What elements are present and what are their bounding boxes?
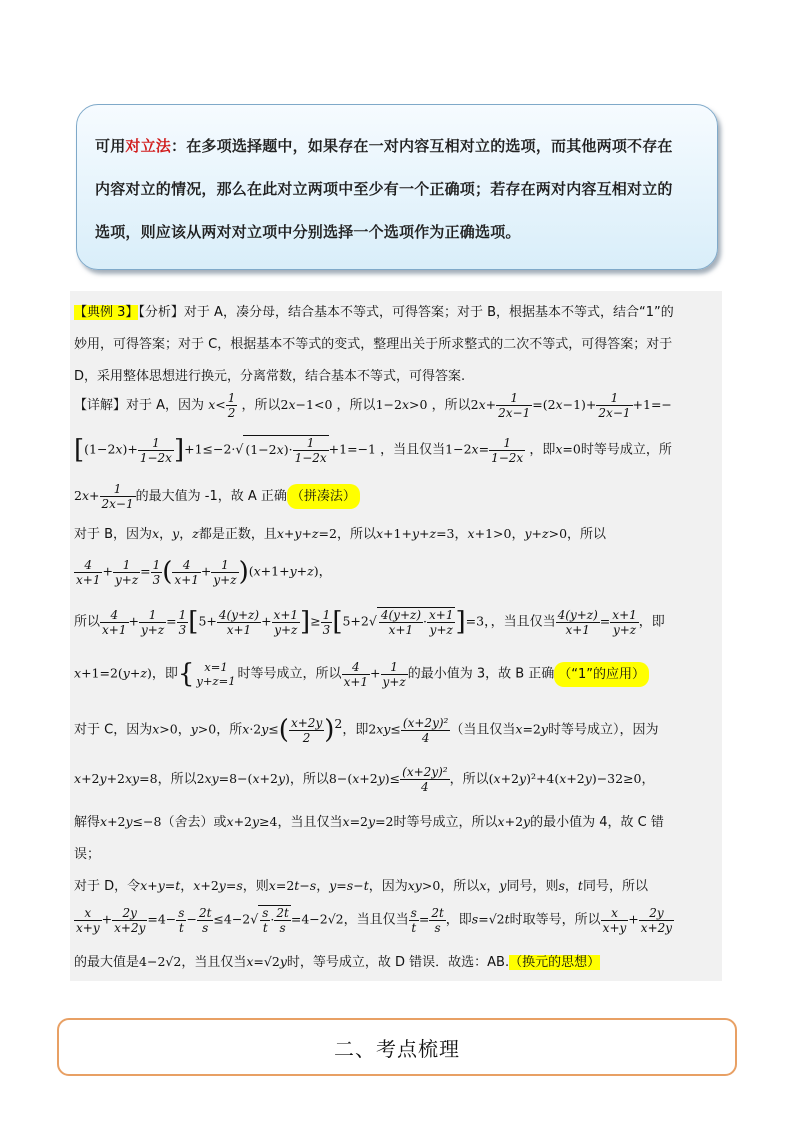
a-method-note: （拼凑法） xyxy=(287,484,360,509)
c-text: （舍去）或 xyxy=(161,815,227,830)
a-text: ，所以 xyxy=(241,398,281,413)
c-text: ，所以 xyxy=(157,772,197,787)
d-text: 同号，所以 xyxy=(582,879,648,894)
tip-method-name: 对立法 xyxy=(125,137,172,155)
a-text: 的最大值为 -1，故 A 正确 xyxy=(135,489,287,504)
detail-d-line-1: 对于 D，令x+y=t，x+2y=s，则x=2t−s，y=s−t，因为xy>0，所以x，y同号，则s，t同号，所以 xyxy=(74,878,648,894)
detail-c-line-4: 误； xyxy=(74,847,101,862)
d-text: 时取等号，所以 xyxy=(509,912,601,928)
b-text: ，当且仅当 xyxy=(490,614,556,630)
c-text: 对于 C，因为 xyxy=(74,722,153,738)
a-text: 对于 A，因为 xyxy=(126,398,205,413)
analysis-line-2: 妙用，可得答案；对于 C，根据基本不等式的变式，整理出关于所求整式的二次不等式，可得答案；对于 xyxy=(74,337,673,352)
detail-d-line-2: $\frac{x}{x+y}$ + $\frac{2y}{x+2y}$ =4− $\frac{s}{t}$ − $\frac{2t}{s}$ ≤4−2√ $\frac{s}{t}$ · $\frac{2t}{s}$ =4−2√2，当且仅当 $\frac{s}{t}$ = $\frac{2t}{s}$ ，即s=√2t时取等号，所以 $\frac{x}{x+y}$ + $\frac{2y}{x+2y}$ xyxy=(76,905,673,935)
tip-text-1: ：在多项选择题中，如果存在一对内容互相对立的选项，而其他两项不存在 xyxy=(171,137,673,155)
analysis-text-1: 对于 A，凑分母，结合基本不等式，可得答案；对于 B，根据基本不等式，结合“1”的 xyxy=(183,305,674,320)
d-text: 时，等号成立，故 D 错误．故选：AB. xyxy=(286,955,510,970)
tip-line-2: 内容对立的情况，那么在此对立两项中至少有一个正确项；若存在两对内容互相对立的 xyxy=(95,180,673,198)
d-method-note: （换元的思想） xyxy=(509,955,601,970)
c-text: ，即 xyxy=(342,722,369,738)
d-text: 的最大值是 xyxy=(74,955,140,970)
b-text: ，即 xyxy=(151,666,178,682)
analysis-line-3: D，采用整体思想进行换元，分离常数，结合基本不等式，可得答案. xyxy=(74,369,466,384)
c-text: 时等号成立，所以 xyxy=(393,815,498,830)
a-text: 时等号成立，所 xyxy=(580,442,672,458)
detail-c-line-3: 解得x+2y≤−8（舍去）或x+2y≥4，当且仅当x=2y=2时等号成立，所以x+2y的最小值为 4，故 C 错 xyxy=(74,814,664,830)
example-solution xyxy=(70,291,722,981)
a-text: ，所以 xyxy=(431,398,471,413)
tip-prefix: 可用 xyxy=(95,137,126,155)
b-text: 对于 B，因为 xyxy=(74,527,153,542)
detail-d-line-3: 的最大值是4−2√2，当且仅当x=√2y时，等号成立，故 D 错误．故选：AB.（换元的思想） xyxy=(74,954,601,970)
detail-c-line-2: x+2y+2xy=8，所以2xy=8−(x+2y)，所以8−(x+2y)≤ $\frac{\text{(x+2y)²}}{4}$ ，所以(x+2y)²+4(x+2y)−32≥0， xyxy=(74,765,655,794)
detail-b-line-2: $\frac{4}{x+1}$ + $\frac{1}{y+z}$ = $\frac{1}{3}$ ( $\frac{4}{x+1}$ + $\frac{1}{y+z}$ )(x+1+y+z)， xyxy=(76,557,332,587)
d-text: ，即 xyxy=(445,912,472,928)
detail-label: 【详解】 xyxy=(74,398,127,413)
c-text: ，所以 xyxy=(449,772,489,787)
d-text: ，当且仅当 xyxy=(343,912,409,928)
tip-line-3: 选项，则应该从两对对立项中分别选择一个选项作为正确选项。 xyxy=(95,223,521,241)
d-text: ，所以 xyxy=(440,879,480,894)
c-text: 的最小值为 4，故 C 错 xyxy=(530,815,664,830)
a-text: ，即 xyxy=(529,442,556,458)
d-text: ，因为 xyxy=(368,879,408,894)
b-text: ，即 xyxy=(638,614,665,630)
detail-b-line-1: 对于 B，因为x，y，z都是正数，且x+y+z=2，所以x+1+y+z=3，x+1>0，y+z>0，所以 xyxy=(74,526,607,542)
c-text: 时等号成立），因为 xyxy=(547,722,659,738)
a-text: ，当且仅当 xyxy=(380,442,446,458)
c-text: ，所 xyxy=(216,722,243,738)
b-text: ，所以 xyxy=(336,527,376,542)
b-text: 时等号成立，所以 xyxy=(237,666,342,682)
d-text: 对于 D，令 xyxy=(74,879,141,894)
section-heading-box xyxy=(57,1018,737,1076)
d-text: ，当且仅当 xyxy=(181,955,247,970)
d-text: 同号，则 xyxy=(506,879,559,894)
example-tag: 【典例 3】 xyxy=(74,305,139,320)
section-title: 二、考点梳理 xyxy=(334,1036,460,1061)
detail-a-line-3: 2x+ $\frac{1}{2x-1}$ 的最大值为 -1，故 A 正确 （拼凑法） xyxy=(74,482,360,511)
detail-b-line-3: 所以 $\frac{4}{x+1}$ + $\frac{1}{y+z}$ = $\frac{1}{3}$ [5+ $\frac{4(y+z)}{x+1}$ + $\frac{x+1}{y+z}$ ]≥ $\frac{1}{3}$ [5+2√ $\frac{4(y+z)}{x+1}$ · $\frac{x+1}{y+z}$ ]=3，，当且仅当 $\frac{4(y+z)}{x+1}$ = $\frac{x+1}{y+z}$ ，即 xyxy=(74,607,665,637)
analysis-line-1 xyxy=(74,301,674,320)
c-text: ，当且仅当 xyxy=(277,815,343,830)
c-text: ，所以 xyxy=(289,772,329,787)
b-method-note: （“1”的应用） xyxy=(554,662,649,687)
tip-line-1 xyxy=(95,125,699,168)
detail-a-line-2: [(1−2x)+ $\frac{1}{1-2x}$ ]+1≤−2·√ (1−2x)· $\frac{1}{1-2x}$ +1=−1 ，当且仅当1−2x= $\frac{1}{1-2x}$ ，即x=0时等号成立，所 xyxy=(74,435,672,465)
method-tip-box xyxy=(76,104,718,270)
b-text: ，所以 xyxy=(567,527,607,542)
c-text: 解得 xyxy=(74,815,101,830)
b-text: 所以 xyxy=(74,614,101,630)
detail-a-line-1: 【详解】对于 A，因为 x< $\frac{1}{2}$ ，所以2x−1<0 ，所以1−2x>0 ，所以2x+ $\frac{1}{2x-1}$ =(2x−1)+ $\frac{1}{2x-1}$ +1=− xyxy=(74,391,672,420)
c-text: （当且仅当 xyxy=(450,722,516,738)
detail-b-line-4: x+1=2(y+z)，即{ x=1 y+z=1 时等号成立，所以 $\frac{4}{x+1}$ + $\frac{1}{y+z}$ 的最小值为 3，故 B 正确 （“1”的应用） xyxy=(74,659,649,689)
analysis-label: 【分析】 xyxy=(138,305,184,320)
a-text: ，所以 xyxy=(336,398,376,413)
d-text: ，则 xyxy=(242,879,269,894)
b-text: 的最小值为 3，故 B 正确 xyxy=(407,666,555,682)
b-text: 都是正数，且 xyxy=(198,527,277,542)
detail-c-line-1: 对于 C，因为x>0，y>0，所x·2y≤( $\frac{x+2y}{2}$ )$^2$，即2xy≤ $\frac{\text{(x+2y)²}}{4}$ （当且仅当x=2y时等号成立），因为 xyxy=(74,715,659,745)
